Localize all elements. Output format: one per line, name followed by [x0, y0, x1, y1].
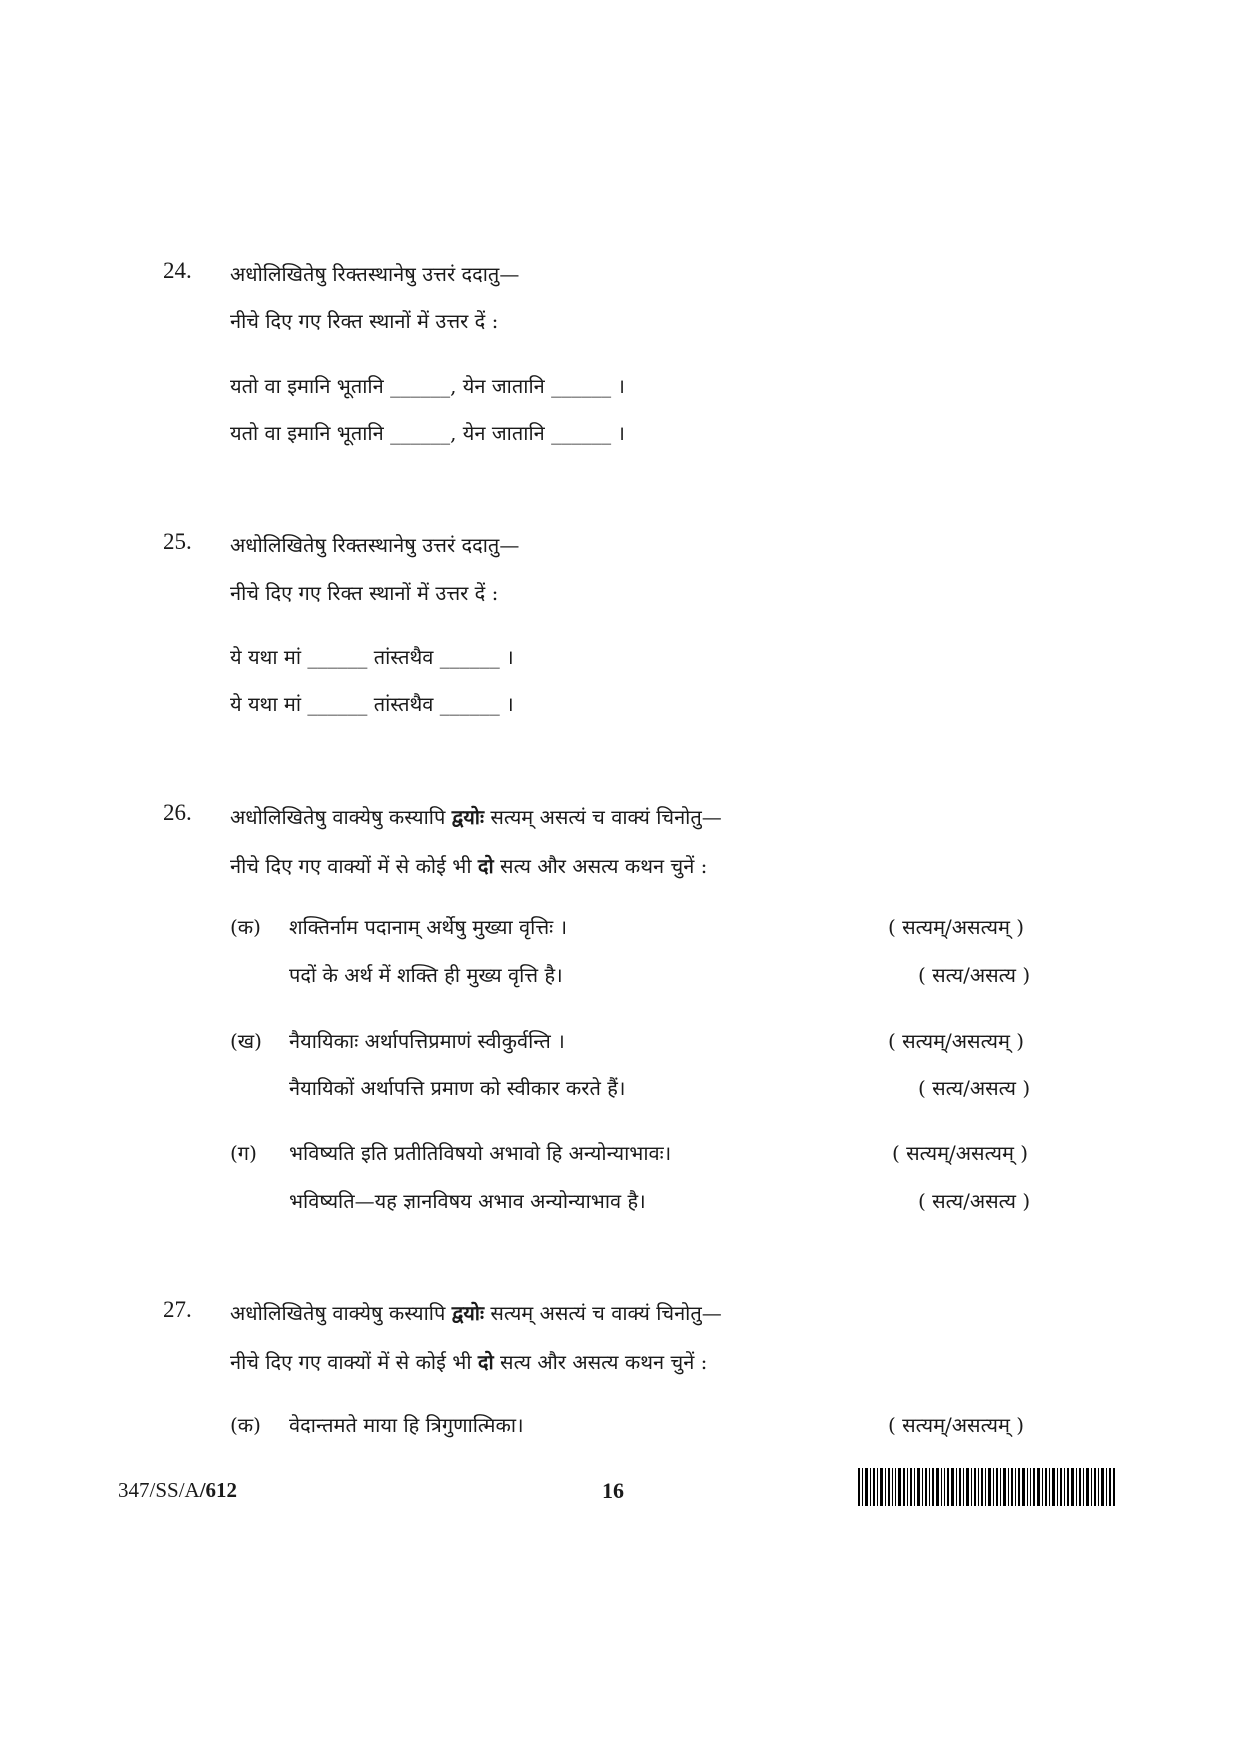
question-instruction-sanskrit: अधोलिखितेषु रिक्तस्थानेषु उत्तरं ददातु— — [230, 533, 520, 557]
true-false-choice: ( सत्यम्/असत्यम् ) — [888, 1029, 1025, 1053]
true-false-choice: ( सत्य/असत्य ) — [918, 1189, 1031, 1213]
option-statement-hindi: नैयायिकों अर्थापत्ति प्रमाण को स्वीकार करते हैं। — [289, 1076, 626, 1100]
true-false-choice: ( सत्य/असत्य ) — [918, 1076, 1031, 1100]
question-instruction-hindi: नीचे दिए गए रिक्त स्थानों में उत्तर दें : — [230, 581, 499, 605]
option-statement-hindi: पदों के अर्थ में शक्ति ही मुख्य वृत्ति है। — [289, 963, 563, 987]
option-statement-sanskrit: नैयायिकाः अर्थापत्तिप्रमाणं स्वीकुर्वन्ति । — [289, 1029, 565, 1053]
fill-blank-line: यतो वा इमानि भूतानि ______, येन जातानि ______ । — [230, 374, 626, 398]
paper-code: 347/SS/A/612 — [118, 1478, 238, 1502]
question-instruction-hindi: नीचे दिए गए वाक्यों में से कोई भी दो सत्य और असत्य कथन चुनें : — [230, 854, 708, 878]
fill-blank-line: ये यथा मां ______ तांस्तथैव ______ । — [230, 692, 514, 716]
option-label: (ख) — [230, 1029, 262, 1053]
option-statement-sanskrit: शक्तिर्नाम पदानाम् अर्थेषु मुख्या वृत्तिः । — [289, 915, 568, 939]
question-instruction-sanskrit: अधोलिखितेषु रिक्तस्थानेषु उत्तरं ददातु— — [230, 262, 520, 286]
true-false-choice: ( सत्य/असत्य ) — [918, 963, 1031, 987]
question-instruction-sanskrit: अधोलिखितेषु वाक्येषु कस्यापि द्वयोः सत्यम् असत्यं च वाक्यं चिनोतु— — [230, 1301, 722, 1325]
barcode-icon — [858, 1468, 1116, 1506]
option-label: (क) — [230, 1413, 261, 1437]
page-number: 16 — [602, 1478, 624, 1503]
option-statement-hindi: भविष्यति—यह ज्ञानविषय अभाव अन्योन्याभाव है। — [289, 1189, 646, 1213]
fill-blank-line: ये यथा मां ______ तांस्तथैव ______ । — [230, 645, 514, 669]
true-false-choice: ( सत्यम्/असत्यम् ) — [892, 1141, 1029, 1165]
option-statement-sanskrit: भविष्यति इति प्रतीतिविषयो अभावो हि अन्योन्याभावः। — [289, 1141, 672, 1165]
question-instruction-hindi: नीचे दिए गए रिक्त स्थानों में उत्तर दें : — [230, 309, 499, 333]
question-number: 24. — [163, 258, 192, 283]
question-number: 25. — [163, 529, 192, 554]
option-label: (ग) — [230, 1141, 257, 1165]
question-instruction-sanskrit: अधोलिखितेषु वाक्येषु कस्यापि द्वयोः सत्यम् असत्यं च वाक्यं चिनोतु— — [230, 805, 722, 829]
question-instruction-hindi: नीचे दिए गए वाक्यों में से कोई भी दो सत्य और असत्य कथन चुनें : — [230, 1350, 708, 1374]
true-false-choice: ( सत्यम्/असत्यम् ) — [888, 1413, 1025, 1437]
fill-blank-line: यतो वा इमानि भूतानि ______, येन जातानि ______ । — [230, 421, 626, 445]
question-number: 26. — [163, 800, 192, 825]
option-label: (क) — [230, 915, 261, 939]
true-false-choice: ( सत्यम्/असत्यम् ) — [888, 915, 1025, 939]
question-number: 27. — [163, 1297, 192, 1322]
option-statement-sanskrit: वेदान्तमते माया हि त्रिगुणात्मिका। — [289, 1413, 524, 1437]
